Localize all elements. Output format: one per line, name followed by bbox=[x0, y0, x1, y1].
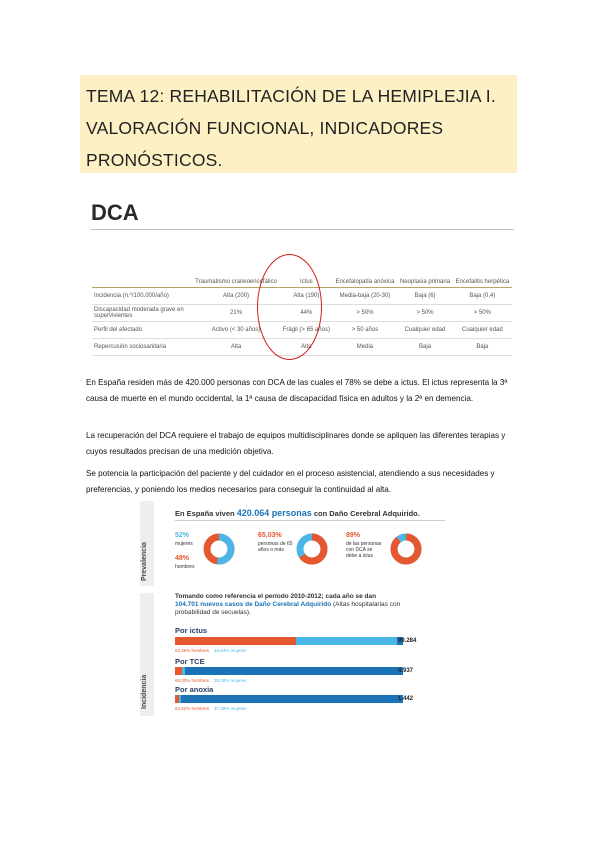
table-header-cell: Encefalopatía anóxica bbox=[333, 263, 398, 288]
header-divider bbox=[175, 520, 445, 521]
donut-chart-age bbox=[296, 533, 328, 565]
table-cell: Alta bbox=[192, 339, 280, 356]
table-cell: > 50% bbox=[333, 305, 398, 322]
table-cell: Cualquier edad bbox=[453, 322, 512, 339]
bar-value-tce: 4.937 bbox=[398, 668, 414, 674]
title-line-3: PRONÓSTICOS. bbox=[86, 150, 223, 170]
donut1-pct2: 48% bbox=[175, 555, 190, 562]
bar-tce bbox=[175, 667, 403, 675]
heading-divider bbox=[91, 229, 514, 230]
table-row-label: Perfil del afectado bbox=[92, 322, 192, 339]
table-cell: > 50 años bbox=[333, 322, 398, 339]
prevalence-label: Prevalencia bbox=[141, 542, 148, 581]
table-header-cell bbox=[92, 263, 192, 288]
table-cell: Activo (< 30 años) bbox=[192, 322, 280, 339]
bar-label-tce: Por TCE bbox=[175, 657, 205, 666]
donut-chart-ictus bbox=[390, 533, 422, 565]
page-title bbox=[86, 80, 514, 176]
bar-value-anoxia: 1.442 bbox=[398, 696, 414, 702]
table-row-label: Repercusión sociosanitaria bbox=[92, 339, 192, 356]
header-pre: En España viven bbox=[175, 509, 237, 518]
bar-anoxia bbox=[175, 695, 403, 703]
bar-ictus-men bbox=[175, 637, 296, 645]
donut2-pct: 65,03% bbox=[258, 532, 282, 539]
incidence-label: Incidencia bbox=[141, 674, 148, 709]
table-row-label: Incidencia (n.º/100.000/año) bbox=[92, 288, 192, 305]
bar-tce-women bbox=[182, 667, 185, 675]
donut1-label: mujeres bbox=[175, 541, 193, 547]
title-line-1: TEMA 12: REHABILITACIÓN DE LA HEMIPLEJIA I. bbox=[86, 86, 496, 106]
table-cell: Media-baja (20-30) bbox=[333, 288, 398, 305]
table-cell: Alta bbox=[280, 339, 333, 356]
donut1-pct: 52% bbox=[175, 532, 190, 539]
table-header-cell: Ictus bbox=[280, 263, 333, 288]
bar-ictus bbox=[175, 637, 403, 645]
incidence-line-1: Tomando como referencia el período 2010-2012; cada año se dan bbox=[175, 593, 377, 600]
table-header-cell: Encefalitis herpética bbox=[453, 263, 512, 288]
bar-label-ictus: Por ictus bbox=[175, 626, 208, 635]
bar-pct-tce bbox=[175, 678, 247, 683]
bar-tce-men bbox=[175, 667, 182, 675]
incidence-number: 104.701 nuevos casos de Daño Cerebral Adquirido bbox=[175, 601, 332, 608]
paragraph-participation: Se potencia la participación del paciente y del cuidador en el proceso asistencial, atendiendo a sus necesidades y preferencias, y poniendo los medios necesarios para conseguir la continuidad al alta. bbox=[86, 469, 495, 494]
table-cell: 44% bbox=[280, 305, 333, 322]
incidence-intro bbox=[175, 593, 445, 617]
table-cell: Alta (200) bbox=[192, 288, 280, 305]
pct-men: 53,36% hombres bbox=[175, 648, 210, 653]
table-header-cell: Traumatismo craneoencefálico bbox=[192, 263, 280, 288]
table-cell: Baja bbox=[397, 339, 452, 356]
pct-women: 35,00% mujeres bbox=[214, 678, 247, 683]
bar-pct-anoxia bbox=[175, 706, 247, 711]
donut-chart-gender bbox=[203, 533, 235, 565]
title-line-2: VALORACIÓN FUNCIONAL, INDICADORES bbox=[86, 118, 444, 138]
table-cell: Baja bbox=[453, 339, 512, 356]
table-cell: Baja (0,4) bbox=[453, 288, 512, 305]
ictus-highlight-circle bbox=[257, 254, 322, 360]
pct-men: 65,00% hombres bbox=[175, 678, 210, 683]
bar-anoxia-women bbox=[179, 695, 181, 703]
header-post: con Daño Cerebral Adquirido. bbox=[311, 509, 420, 518]
donut2-label: personas de 65 años o más bbox=[258, 541, 293, 553]
bar-value-ictus: 99.284 bbox=[398, 638, 417, 644]
header-number: 420.064 personas bbox=[236, 508, 312, 518]
table-cell: Cualquier edad bbox=[397, 322, 452, 339]
table-cell: Frágil (> 65 años) bbox=[280, 322, 333, 339]
paragraph-multidisciplinary: La recuperación del DCA requiere el trabajo de equipos multidisciplinares donde se apliquen las diferentes terapias y cuyos resultados precisan de una medición objetiva. bbox=[86, 431, 506, 456]
bar-pct-ictus bbox=[175, 648, 247, 653]
pct-women: 37,38% mujeres bbox=[214, 706, 247, 711]
incidence-line-3: probabilidad de secuelas). bbox=[175, 609, 251, 616]
section-heading-dca: DCA bbox=[91, 200, 139, 225]
table-row-label: Discapacidad moderada grave en supervivientes bbox=[92, 305, 192, 322]
donut3-pct: 89% bbox=[346, 532, 361, 539]
table-header-cell: Neoplasia primaria bbox=[397, 263, 452, 288]
pct-women: 46,64% mujeres bbox=[214, 648, 247, 653]
table-cell: > 50% bbox=[453, 305, 512, 322]
infographic-header bbox=[175, 508, 420, 518]
table-cell: Alta (190) bbox=[280, 288, 333, 305]
table-cell: 21% bbox=[192, 305, 280, 322]
donut3-label: de las personas con DCA se debe a ictus bbox=[346, 541, 382, 559]
bar-label-anoxia: Por anoxia bbox=[175, 685, 214, 694]
table-cell: Baja (6) bbox=[397, 288, 452, 305]
paragraph-prevalence: En España residen más de 420.000 personas con DCA de las cuales el 78% se debe a ictus. El ictus representa la 3ª causa de muerte en el mundo occidental, la 1ª causa de discapacidad física en adultos y la 2ª en demencia. bbox=[86, 378, 508, 403]
incidence-line-2-rest: (Altas hospitalarias con bbox=[331, 601, 401, 608]
pct-men: 62,62% hombres bbox=[175, 706, 210, 711]
donut1-label2: hombres bbox=[175, 564, 195, 570]
dca-infographic bbox=[140, 501, 448, 716]
table-cell: > 50% bbox=[397, 305, 452, 322]
table-cell: Media bbox=[333, 339, 398, 356]
